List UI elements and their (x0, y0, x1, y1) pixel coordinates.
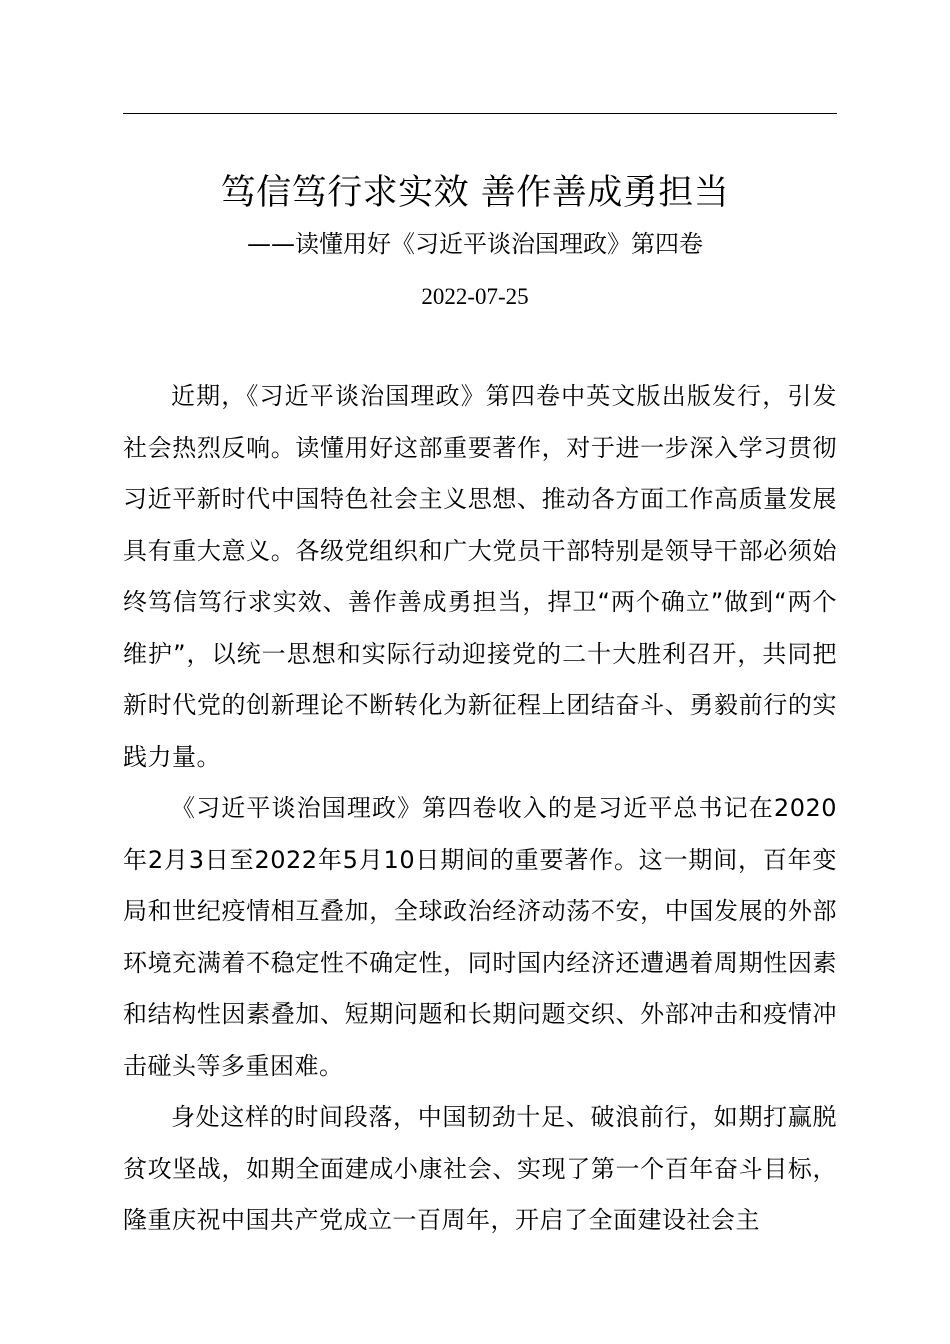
paragraph-2: 《习近平谈治国理政》第四卷收入的是习近平总书记在2020年2月3日至2022年5月10日期间的重要著作。这一期间，百年变局和世纪疫情相互叠加，全球政治经济动荡不安，中国发展的外部环境充满着不稳定性不确定性，同时国内经济还遭遇着周期性因素和结构性因素叠加、短期问题和长期问题交织、外部冲击和疫情冲击碰头等多重困难。 (123, 794, 837, 1080)
header-rule (123, 113, 837, 114)
article-title: 笃信笃行求实效 善作善成勇担当 (220, 173, 730, 213)
article-body (123, 371, 837, 1247)
paragraph-1: 近期，《习近平谈治国理政》第四卷中英文版出版发行，引发社会热烈反响。读懂用好这部重要著作，对于进一步深入学习贯彻习近平新时代中国特色社会主义思想、推动各方面工作高质量发展具有重大意义。各级党组织和广大党员干部特别是领导干部必须始终笃信笃行求实效、善作善成勇担当，捍卫“两个确立”做到“两个维护”，以统一思想和实际行动迎接党的二十大胜利召开，共同把新时代党的创新理论不断转化为新征程上团结奋斗、勇毅前行的实践力量。 (123, 382, 837, 771)
article-subtitle: ——读懂用好《习近平谈治国理政》第四卷 (247, 230, 703, 258)
paragraph-3: 身处这样的时间段落，中国韧劲十足、破浪前行，如期打赢脱贫攻坚战，如期全面建成小康社会、实现了第一个百年奋斗目标，隆重庆祝中国共产党成立一百周年，开启了全面建设社会主 (123, 1103, 837, 1234)
publish-date: 2022-07-25 (421, 284, 529, 309)
